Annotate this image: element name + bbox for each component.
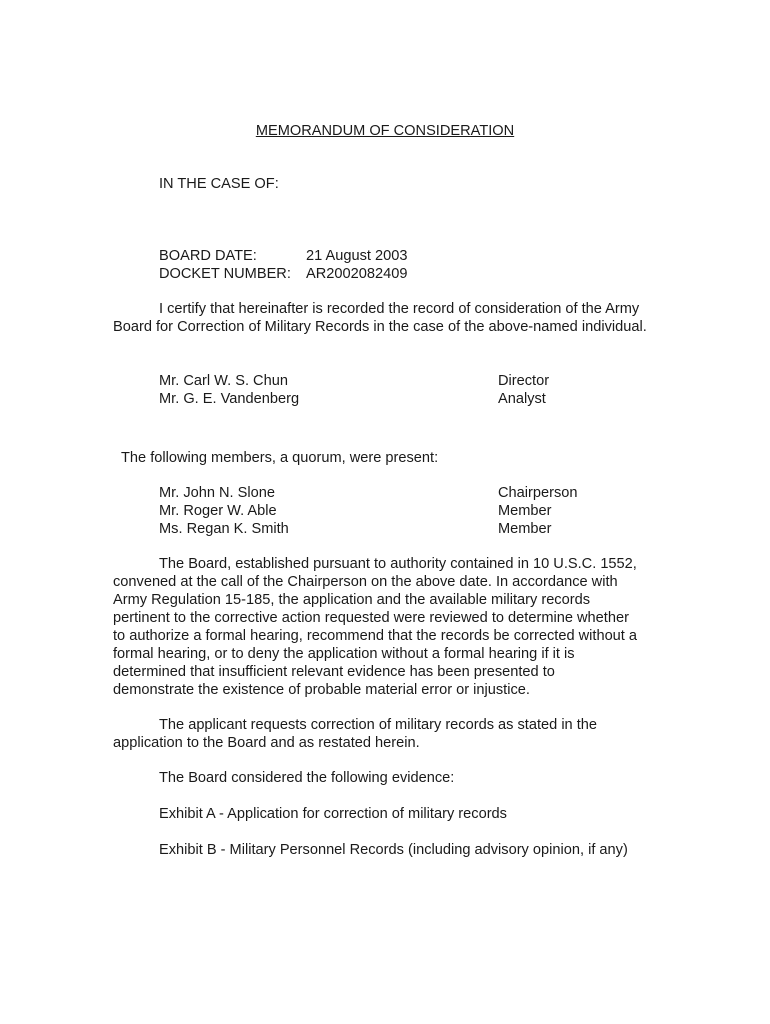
staff-role: Analyst	[498, 391, 546, 407]
quorum-text: The following members, a quorum, were present:	[121, 450, 439, 466]
staff-name: Mr. G. E. Vandenberg	[159, 391, 300, 407]
staff-role: Director	[498, 373, 550, 389]
exhibit-item: Exhibit A - Application for correction of military records	[159, 806, 507, 822]
exhibit-item: Exhibit B - Military Personnel Records (including advisory opinion, if any)	[159, 842, 628, 858]
member-role: Member	[498, 521, 552, 537]
member-name: Mr. Roger W. Able	[159, 503, 277, 519]
board-date-label: BOARD DATE:	[159, 248, 257, 264]
member-name: Ms. Regan K. Smith	[159, 521, 289, 537]
docket-number-value: AR2002082409	[306, 266, 408, 282]
case-label: IN THE CASE OF:	[159, 176, 279, 192]
member-role: Chairperson	[498, 485, 578, 501]
certify-paragraph: I certify that hereinafter is recorded the record of consideration of the Army Board for Correction of Military Records in the case of the above-named individual.	[113, 301, 647, 335]
docket-number-label: DOCKET NUMBER:	[159, 266, 291, 282]
member-role: Member	[498, 503, 552, 519]
evidence-intro: The Board considered the following evidence:	[159, 770, 455, 786]
page-title: MEMORANDUM OF CONSIDERATION	[255, 123, 515, 139]
member-name: Mr. John N. Slone	[159, 485, 275, 501]
staff-name: Mr. Carl W. S. Chun	[159, 373, 288, 389]
board-date-value: 21 August 2003	[306, 248, 408, 264]
applicant-paragraph: The applicant requests correction of military records as stated in the application to the Board and as restated herein.	[113, 717, 598, 751]
board-paragraph: The Board, established pursuant to authority contained in 10 U.S.C. 1552, convened at the call of the Chairperson on the above date. In accordance with Army Regulation 15-185, the application and the available military records pertinent to the corrective action requested were reviewed to determine whether to authorize a formal hearing, recommend that the records be corrected without a formal hearing, or to deny the application without a formal hearing if it is determined that insufficient relevant evidence has been presented to demonstrate the existence of probable material error or injustice.	[113, 556, 638, 698]
